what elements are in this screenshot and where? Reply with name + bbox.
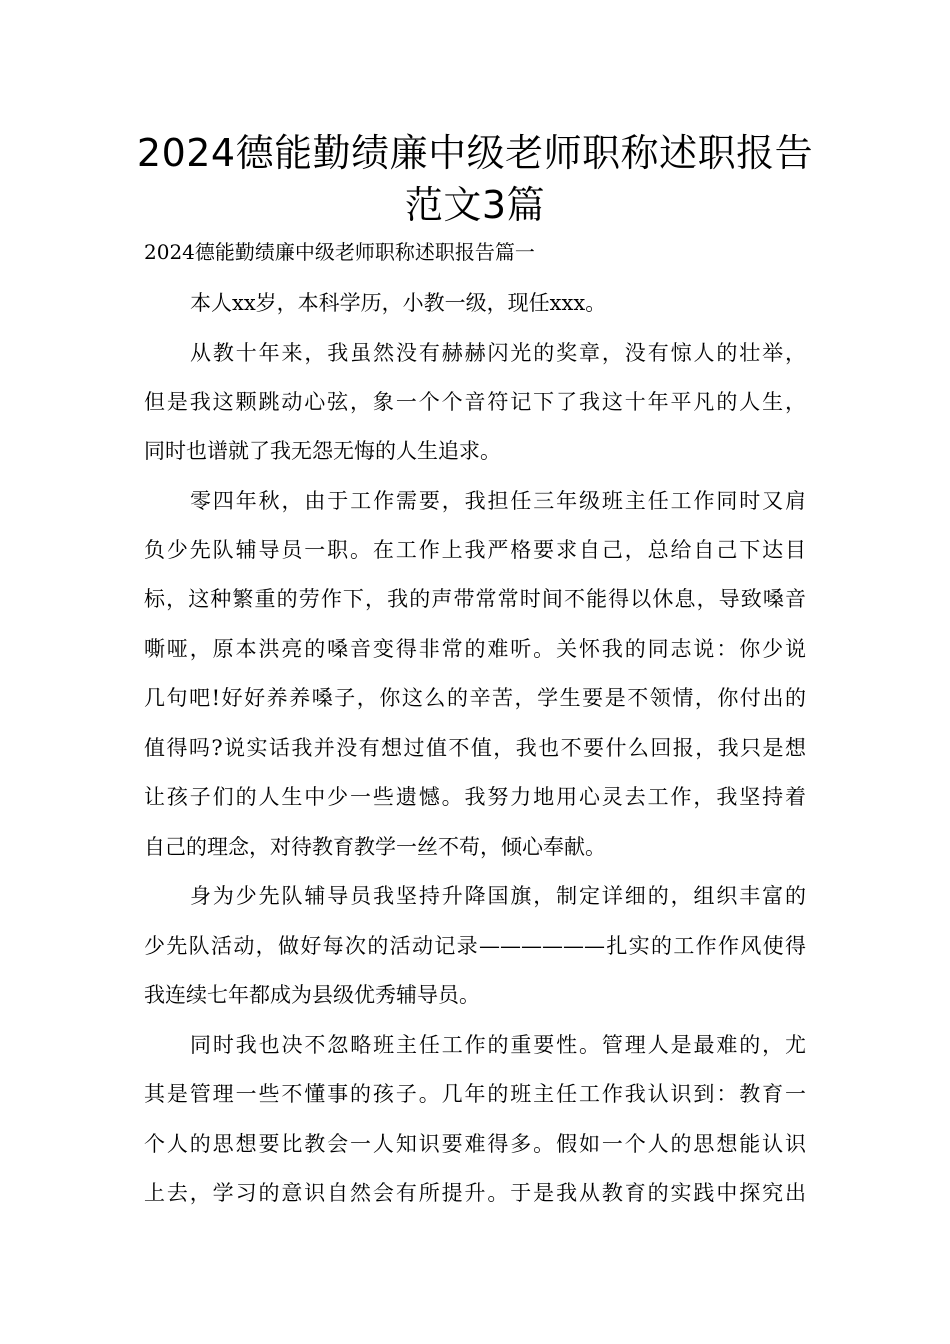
paragraph-line: 值得吗?说实话我并没有想过值不值，我也不要什么回报，我只是想: [144, 736, 806, 760]
paragraph-line: 个人的思想要比教会一人知识要难得多。假如一个人的思想能认识: [144, 1132, 806, 1156]
paragraph-line: 其是管理一些不懂事的孩子。几年的班主任工作我认识到：教育一: [144, 1082, 806, 1106]
paragraph-line: 本人xx岁，本科学历，小教一级，现任xxx。: [190, 291, 607, 315]
paragraph-line: 零四年秋，由于工作需要，我担任三年级班主任工作同时又肩: [190, 489, 806, 513]
document-title-line-1: 2024德能勤绩廉中级老师职称述职报告: [136, 131, 814, 175]
paragraph-line: 但是我这颗跳动心弦，象一个个音符记下了我这十年平凡的人生，: [144, 390, 806, 414]
paragraph-line: 少先队活动，做好每次的活动记录——————扎实的工作作风使得: [144, 934, 806, 958]
paragraph-line: 上去，学习的意识自然会有所提升。于是我从教育的实践中探究出: [144, 1181, 806, 1205]
paragraph-line: 嘶哑，原本洪亮的嗓音变得非常的难听。关怀我的同志说：你少说: [144, 637, 806, 661]
paragraph-line: 几句吧!好好养养嗓子，你这么的辛苦，学生要是不领情，你付出的: [144, 686, 806, 710]
paragraph-line: 同时也谱就了我无怨无悔的人生追求。: [144, 439, 501, 463]
paragraph-line: 从教十年来，我虽然没有赫赫闪光的奖章，没有惊人的壮举，: [190, 341, 806, 365]
paragraph-line: 标，这种繁重的劳作下，我的声带常常时间不能得以休息，导致嗓音: [144, 587, 806, 611]
paragraph-line: 自己的理念，对待教育教学一丝不苟，倾心奉献。: [144, 835, 606, 859]
paragraph-line: 同时我也决不忽略班主任工作的重要性。管理人是最难的，尤: [190, 1033, 806, 1057]
document-title-line-2: 范文3篇: [404, 183, 546, 227]
paragraph-line: 我连续七年都成为县级优秀辅导员。: [144, 983, 480, 1007]
paragraph-line: 让孩子们的人生中少一些遗憾。我努力地用心灵去工作，我坚持着: [144, 785, 806, 809]
section-heading: 2024德能勤绩廉中级老师职称述职报告篇一: [144, 240, 535, 264]
paragraph-line: 负少先队辅导员一职。在工作上我严格要求自己，总给自己下达目: [144, 538, 806, 562]
paragraph-line: 身为少先队辅导员我坚持升降国旗，制定详细的，组织丰富的: [190, 884, 806, 908]
